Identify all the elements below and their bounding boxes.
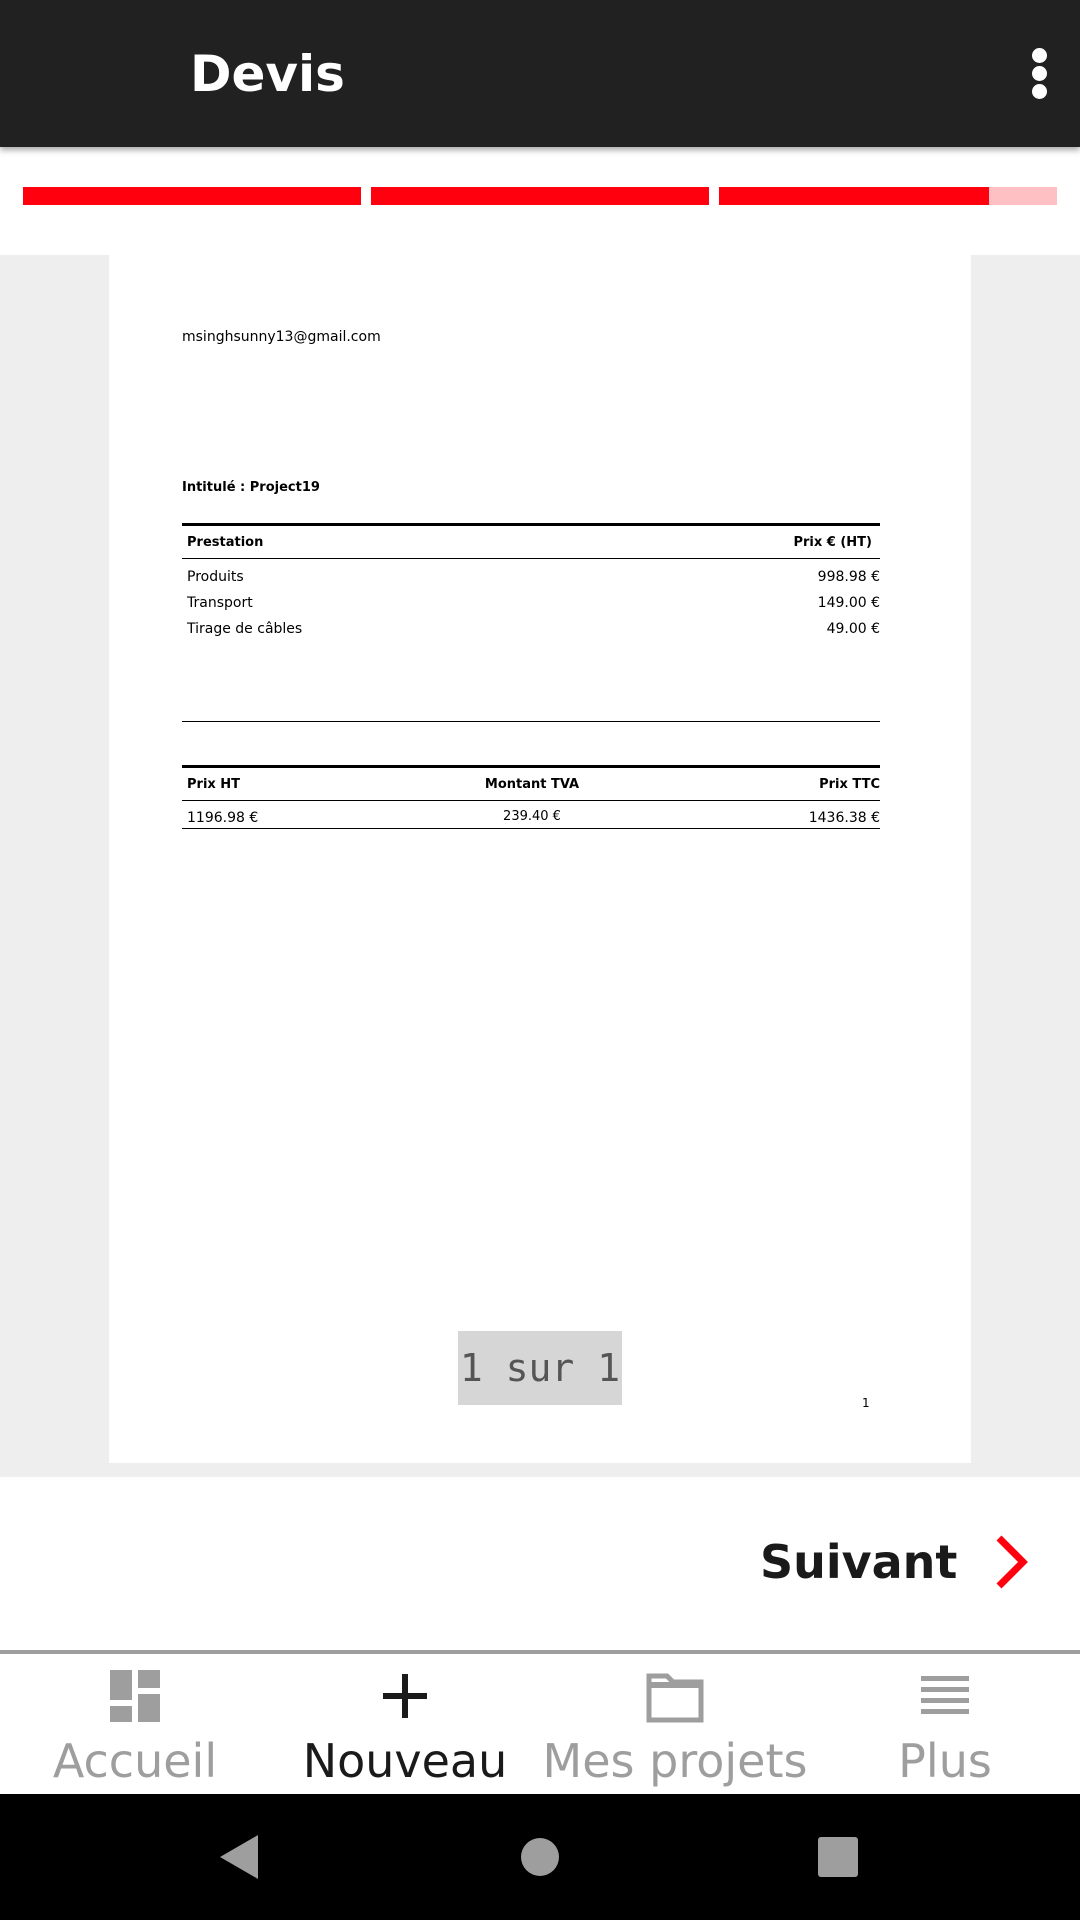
- plus-icon: [375, 1668, 435, 1724]
- nav-item-plus[interactable]: [810, 1654, 1080, 1794]
- tva-value: 239.40 €: [503, 809, 561, 824]
- prestation-row-label: Tirage de câbles: [187, 621, 303, 637]
- folder-icon: [645, 1668, 705, 1724]
- dashboard-icon: [105, 1668, 165, 1724]
- nav-item-nouveau[interactable]: [270, 1654, 540, 1794]
- prestation-row-price: 149.00 €: [817, 595, 880, 611]
- step-1-fill: [23, 187, 361, 205]
- price-header: Prix € (HT): [793, 535, 872, 550]
- back-icon[interactable]: [210, 1827, 270, 1887]
- total-ht-header: Prix HT: [187, 777, 241, 792]
- prestation-row-label: Produits: [187, 569, 244, 585]
- prestation-row-price: 49.00 €: [826, 621, 880, 637]
- nav-item-mes-projets[interactable]: [540, 1654, 810, 1794]
- table-bottom-rule: [182, 721, 880, 722]
- nav-label: Mes projets: [542, 1734, 808, 1788]
- bottom-navigation: [0, 1650, 1080, 1794]
- home-icon[interactable]: [510, 1827, 570, 1887]
- total-ht-value: 1196.98 €: [187, 810, 259, 826]
- next-label: Suivant: [760, 1535, 958, 1589]
- project-title: Intitulé : Project19: [182, 480, 320, 495]
- progress-stepper: [0, 147, 1080, 255]
- pdf-preview[interactable]: [0, 255, 1080, 1477]
- tva-header: Montant TVA: [484, 777, 580, 792]
- totals-top-rule: [182, 765, 880, 768]
- page-number: 1: [862, 1396, 870, 1410]
- step-2-bar: [371, 187, 709, 205]
- client-email: msinghsunny13@gmail.com: [182, 329, 381, 345]
- menu-lines-icon: [915, 1668, 975, 1724]
- step-1-bar: [23, 187, 361, 205]
- more-vert-icon[interactable]: [1020, 44, 1060, 104]
- next-button[interactable]: [760, 1522, 1031, 1602]
- app-bar: [0, 0, 1080, 147]
- table-top-rule: [182, 523, 880, 526]
- prestation-row-label: Transport: [187, 595, 253, 611]
- page-title: Devis: [190, 45, 345, 103]
- system-navigation-bar: [0, 1794, 1080, 1920]
- step-2-fill: [371, 187, 709, 205]
- next-bar: [0, 1477, 1080, 1650]
- pdf-page: [109, 255, 971, 1463]
- nav-label: Accueil: [52, 1734, 218, 1788]
- nav-label: Nouveau: [302, 1734, 508, 1788]
- nav-item-accueil[interactable]: [0, 1654, 270, 1794]
- total-ttc-value: 1436.38 €: [808, 810, 880, 826]
- recents-icon[interactable]: [808, 1827, 868, 1887]
- chevron-right-icon: [991, 1532, 1031, 1592]
- total-ttc-header: Prix TTC: [819, 777, 880, 792]
- prestation-row-price: 998.98 €: [817, 569, 880, 585]
- step-3-bar: [719, 187, 1057, 205]
- page-indicator: 1 sur 1: [458, 1331, 622, 1405]
- nav-label: Plus: [898, 1734, 992, 1788]
- step-3-fill: [719, 187, 989, 205]
- prestation-header: Prestation: [187, 535, 264, 550]
- totals-bottom-rule: [182, 828, 880, 829]
- totals-header-rule: [182, 800, 880, 801]
- table-header-rule: [182, 558, 880, 559]
